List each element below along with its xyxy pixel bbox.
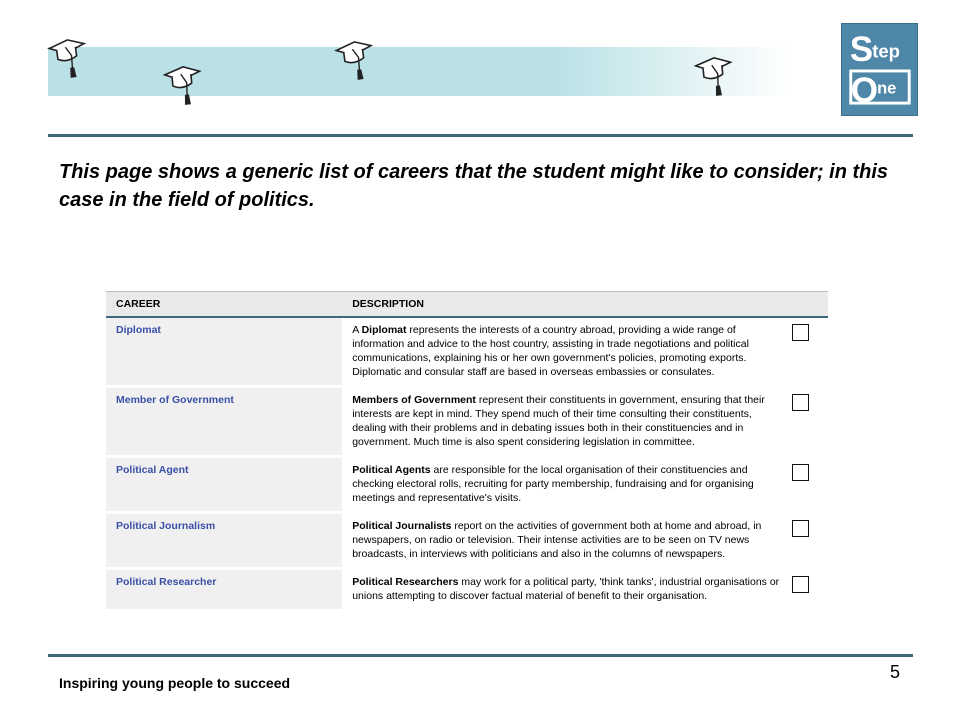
career-description: [342, 569, 792, 611]
description-bold-term: Diplomat: [361, 324, 407, 336]
intro-text: This page shows a generic list of careers that the student might like to consider; in this case in the field of politics.: [59, 161, 889, 211]
description-column-header: DESCRIPTION: [342, 292, 828, 318]
table-row: [106, 387, 828, 457]
description-text: represent their constituents in government, ensuring that their interests are kept in mind. They spend much of their time consulting their constituents, dealing with their problems and in debating issues both in their constituencies and in government. Much time is also spent considering legislation in committee.: [352, 394, 765, 448]
career-description: [342, 387, 792, 457]
career-link-political-agent[interactable]: Political Agent: [106, 457, 342, 513]
career-description: [342, 317, 792, 387]
description-text: report on the activities of government both at home and abroad, in newspapers, on radio or television. Their intense activities are to be seen on TV news broadcasts, in interviews with politicians and also in the columns of newspapers.: [352, 520, 762, 560]
graduation-cap-icon: [161, 61, 206, 111]
footer-tagline: Inspiring young people to succeed: [59, 675, 291, 691]
description-bold-term: Political Researchers: [352, 576, 459, 588]
description-text: are responsible for the local organisation of their constituencies and checking electoral rolls, recruiting for party membership, fundraising and for organising meetings and representative's visits.: [352, 464, 754, 504]
description-text: represents the interests of a country abroad, providing a wide range of information and advice to the host country, assisting in trade negotiations and political communications, explaining his or her own government's policies, promoting exports. Diplomatic and consular staff are based in overseas embassies or consulates.: [352, 324, 749, 378]
table-header-row: [106, 292, 828, 318]
career-link-diplomat[interactable]: Diplomat: [106, 317, 342, 387]
description-lead: A: [352, 324, 359, 336]
careers-table: [106, 291, 828, 612]
logo-big-o: O: [850, 71, 879, 111]
bottom-divider: [48, 654, 913, 657]
logo-big-s: S: [849, 30, 874, 70]
select-checkbox[interactable]: [792, 324, 809, 341]
career-column-header: CAREER: [106, 292, 342, 318]
step-one-logo: [841, 23, 918, 116]
logo-text-step: tep: [872, 40, 900, 62]
career-description: [342, 513, 792, 569]
description-bold-term: Members of Government: [352, 394, 476, 406]
select-checkbox[interactable]: [792, 464, 809, 481]
graduation-cap-icon: [45, 33, 91, 84]
table-row: [106, 317, 828, 387]
graduation-cap-icon: [692, 52, 737, 102]
description-bold-term: Political Agents: [352, 464, 431, 476]
graduation-cap-icon: [332, 35, 378, 86]
select-checkbox[interactable]: [792, 394, 809, 411]
page-number: 5: [890, 662, 901, 682]
description-text: may work for a political party, 'think tanks', industrial organisations or unions attempting to discover factual material of benefit to their organisation.: [352, 576, 780, 602]
table-row: [106, 457, 828, 513]
top-divider: [48, 134, 913, 137]
career-link-political-researcher[interactable]: Political Researcher: [106, 569, 342, 611]
career-description: [342, 457, 792, 513]
career-link-political-journalism[interactable]: Political Journalism: [106, 513, 342, 569]
career-link-member-of-government[interactable]: Member of Government: [106, 387, 342, 457]
logo-text-ne: ne: [877, 78, 897, 98]
select-checkbox[interactable]: [792, 520, 809, 537]
select-checkbox[interactable]: [792, 576, 809, 593]
table-row: [106, 569, 828, 611]
header-band: [48, 47, 790, 96]
description-bold-term: Political Journalists: [352, 520, 452, 532]
table-row: [106, 513, 828, 569]
